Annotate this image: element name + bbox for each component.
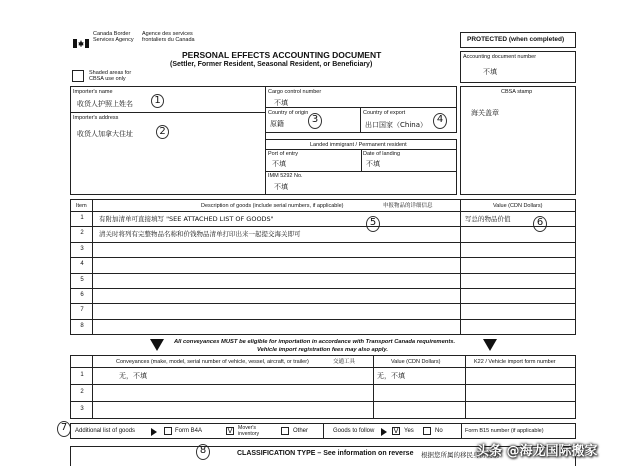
goods-row-description[interactable]: 清关时将列有完整物品名称和价钱物品清单打印出来一起提交海关即可 xyxy=(99,230,301,239)
landed-immigrant-label: Landed immigrant / Permanent resident xyxy=(310,142,407,148)
arrow-right-icon xyxy=(151,428,157,436)
importer-name-box xyxy=(70,86,266,113)
canada-flag-icon xyxy=(73,35,89,44)
no-checkbox[interactable] xyxy=(423,427,431,435)
conv-row-description[interactable]: 无，不填 xyxy=(119,372,147,380)
goods-header-item: Item xyxy=(76,203,87,209)
cbsa-stamp-value: 海关盖章 xyxy=(471,109,499,117)
country-origin-box xyxy=(265,107,361,133)
arrow-down-icon xyxy=(483,339,497,351)
conv-header-value: Value (CDN Dollars) xyxy=(391,359,441,365)
protected-box xyxy=(460,32,576,48)
goods-row-number: 6 xyxy=(80,292,84,298)
imm-value[interactable]: 不填 xyxy=(274,183,288,191)
marker-circle-7: 7 xyxy=(57,421,71,437)
no-label: No xyxy=(435,428,443,434)
marker-circle-4: 4 xyxy=(433,113,447,129)
goods-row-number: 8 xyxy=(80,322,84,329)
conv-header-form: K22 / Vehicle import form number xyxy=(474,359,556,365)
goods-row-number: 5 xyxy=(80,276,84,283)
classification-type-cn: 根据您所属的移民身份类别 xyxy=(421,451,499,459)
marker-circle-8: 8 xyxy=(196,444,210,460)
accounting-number-value[interactable]: 不填 xyxy=(483,68,497,76)
goods-header-description: Description of goods (include serial numbers, if applicable) xyxy=(201,203,344,209)
goods-header-value: Value (CDN Dollars) xyxy=(493,203,543,209)
agency-name-fr-1: Agence des services xyxy=(142,31,193,37)
goods-row-number: 1 xyxy=(80,215,84,221)
other-label: Other xyxy=(293,428,309,434)
other-checkbox[interactable] xyxy=(281,427,289,435)
document-title: PERSONAL EFFECTS ACCOUNTING DOCUMENT xyxy=(182,50,382,60)
country-export-value[interactable]: 出口国家（China） xyxy=(365,121,427,129)
marker-circle-3: 3 xyxy=(308,113,322,129)
shaded-note-2: CBSA use only xyxy=(89,76,126,82)
conveyance-table xyxy=(70,355,576,419)
date-landing-label: Date of landing xyxy=(363,151,400,157)
goods-table xyxy=(70,199,576,335)
goods-row-number: 2 xyxy=(80,230,84,237)
cargo-control-label: Cargo control number xyxy=(268,89,322,95)
importer-address-box xyxy=(70,112,266,195)
goods-row-description[interactable]: 有附加清单可直接填写 "SEE ATTACHED LIST OF GOODS" xyxy=(99,215,274,223)
port-entry-label: Port of entry xyxy=(268,151,298,157)
conv-row-number: 2 xyxy=(80,389,84,395)
movers-inventory-label: Mover's inventory xyxy=(238,425,260,437)
cargo-control-value[interactable]: 不填 xyxy=(274,99,288,107)
watermark: 头条 @海龙国际搬家 xyxy=(476,444,598,459)
conveyance-note-2: Vehicle import registration fees may also apply. xyxy=(257,347,389,353)
protected-label: PROTECTED (when completed) xyxy=(467,36,565,43)
country-export-box xyxy=(360,107,457,133)
marker-circle-6: 6 xyxy=(533,216,547,232)
yes-checkbox[interactable]: V xyxy=(393,427,399,435)
goods-to-follow-label: Goods to follow xyxy=(333,428,375,434)
form-b4a-checkbox[interactable] xyxy=(164,427,172,435)
conv-row-number: 1 xyxy=(80,372,84,378)
country-origin-value[interactable]: 原籍 xyxy=(270,120,284,128)
landed-immigrant-box xyxy=(265,139,457,195)
port-entry-value[interactable]: 不填 xyxy=(272,160,286,168)
country-export-label: Country of export xyxy=(363,110,406,116)
importer-address-label: Importer's address xyxy=(73,115,119,121)
additional-list-row xyxy=(70,423,576,439)
arrow-right-icon xyxy=(381,428,387,436)
shaded-note-1: Shaded areas for xyxy=(89,70,132,76)
form-b4a-label: Form B4A xyxy=(175,428,203,434)
document-subtitle: (Settler, Former Resident, Seasonal Resident, or Beneficiary) xyxy=(170,61,373,68)
conv-row-value[interactable]: 无，不填 xyxy=(377,372,405,380)
importer-name-value[interactable]: 收货人护照上姓名 xyxy=(77,100,133,108)
date-landing-value[interactable]: 不填 xyxy=(366,160,380,168)
goods-row-number: 4 xyxy=(80,261,84,268)
importer-name-label: Importer's name xyxy=(73,89,113,95)
marker-circle-2: 2 xyxy=(156,125,169,139)
agency-name-en-2: Services Agency xyxy=(93,37,134,43)
marker-circle-5: 5 xyxy=(366,216,380,232)
cargo-control-box xyxy=(265,86,457,108)
conveyance-note-1: All conveyances MUST be eligible for importation in accordance with Transport Canada requirements. xyxy=(174,339,456,345)
agency-name-fr-2: frontaliers du Canada xyxy=(142,37,195,43)
goods-row-value[interactable]: 写总的物品价值 xyxy=(465,215,511,223)
conv-header-description: Conveyances (make, model, serial number of vehicle, vessel, aircraft, or trailer) xyxy=(116,359,309,365)
movers-inventory-checkbox[interactable]: V xyxy=(227,427,233,435)
accounting-number-label: Accounting document number xyxy=(463,54,537,60)
accounting-number-box xyxy=(460,51,576,83)
conv-header-description-cn: 交通工具 xyxy=(333,359,356,365)
country-origin-label: Country of origin xyxy=(268,110,309,116)
conv-row-number: 3 xyxy=(80,406,84,412)
importer-address-value[interactable]: 收货人加拿大住址 xyxy=(77,130,133,138)
agency-name-en-1: Canada Border xyxy=(93,31,131,37)
arrow-down-icon xyxy=(150,339,164,351)
form-b15-label: Form B15 number (if applicable) xyxy=(465,428,544,434)
goods-row-number: 7 xyxy=(80,307,84,314)
shaded-area-swatch xyxy=(72,70,84,82)
classification-type-label: CLASSIFICATION TYPE – See information on reverse xyxy=(237,450,414,457)
marker-circle-1: 1 xyxy=(151,94,164,108)
yes-label: Yes xyxy=(404,428,414,434)
goods-header-description-cn: 申报物品的详细信息 xyxy=(383,203,433,209)
additional-list-label: Additional list of goods xyxy=(75,428,136,434)
imm-label: IMM 5292 No. xyxy=(268,173,303,179)
goods-row-number: 3 xyxy=(80,245,84,252)
cbsa-stamp-box xyxy=(460,86,576,195)
cbsa-stamp-label: CBSA stamp xyxy=(501,89,533,95)
